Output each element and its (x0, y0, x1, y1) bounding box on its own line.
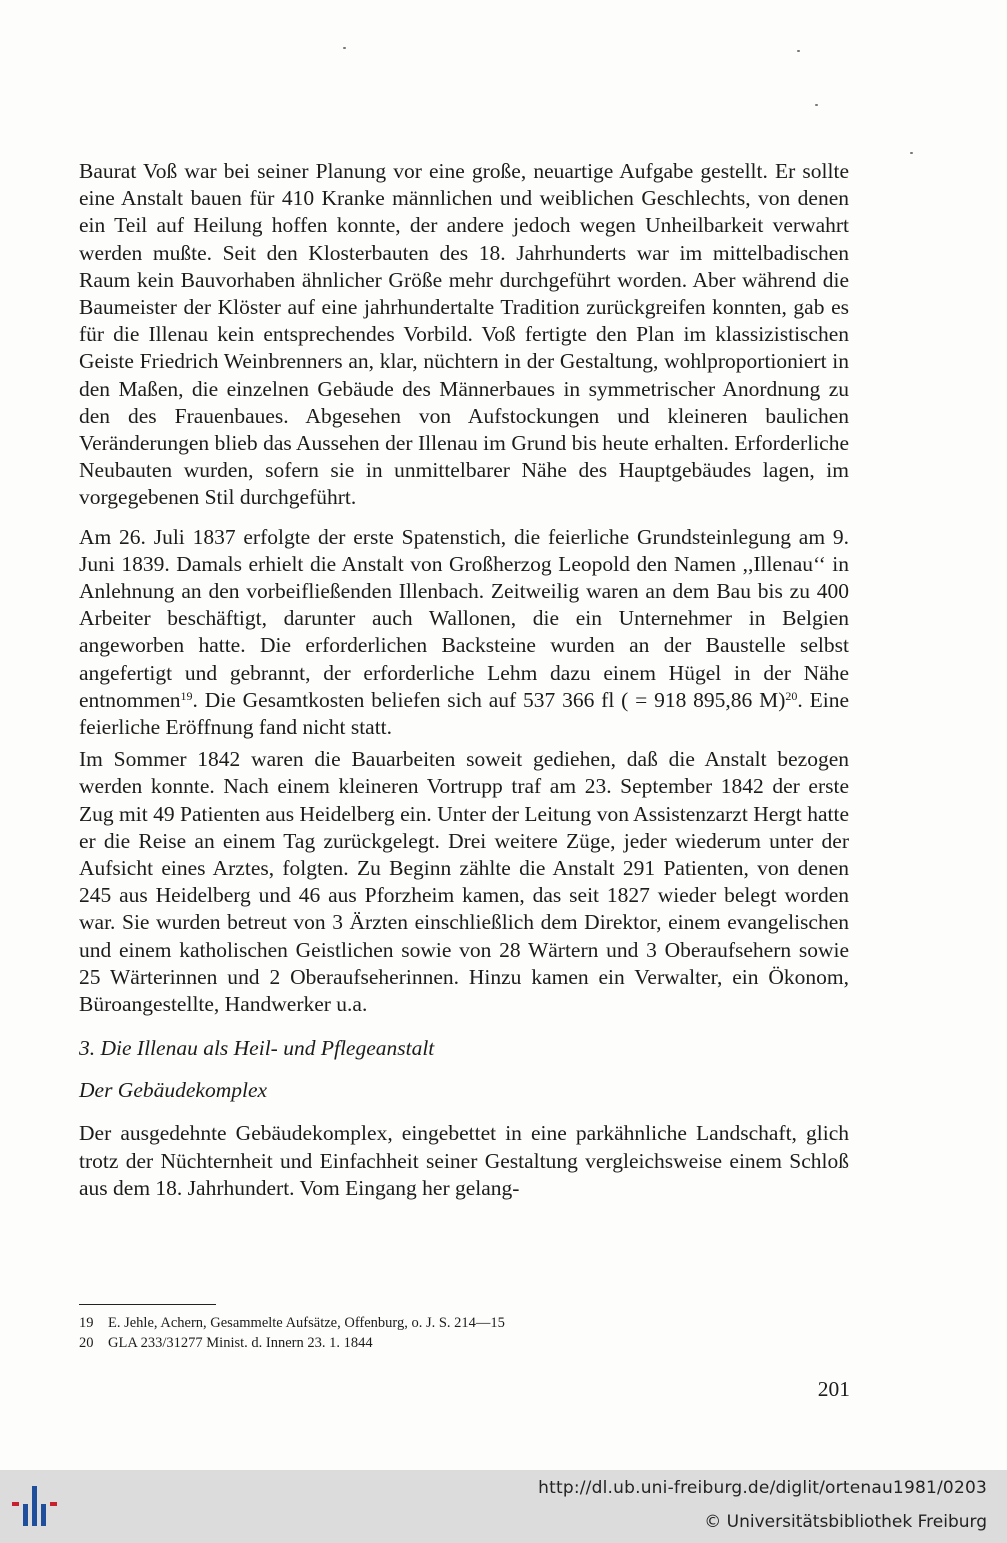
scan-speck (815, 104, 818, 106)
footnote-ref-19: 19 (180, 688, 193, 703)
footnote-item (79, 1313, 779, 1333)
copyright-notice: © Universitätsbibliothek Freiburg (704, 1512, 987, 1532)
body-text (79, 158, 849, 1202)
footnote-text: GLA 233/31277 Minist. d. Innern 23. 1. 1844 (108, 1335, 373, 1351)
paragraph-2-text-b: . Die Gesamtkosten beliefen sich auf 537 366 fl ( = 918 895,86 M) (192, 687, 786, 712)
footnote-divider (79, 1304, 216, 1305)
footer-bar (0, 1470, 1007, 1543)
footnote-ref-20: 20 (785, 688, 798, 703)
scan-speck (910, 152, 913, 154)
paragraph-2-text-a: Am 26. Juli 1837 erfolgte der erste Spatenstich, die feierliche Grundsteinlegung am 9. Juni 1839. Damals erhielt die Anstalt von Großherzog Leopold den Namen ,,Illenau‘‘ in Anlehnung an den vorbeifließenden Illenbach. Zeitweilig waren an dem Bau bis zu 400 Arbeiter beschäftigt, darunter auch Wallonen, die ein Unternehmer in Belgien angeworben hatte. Die erforderlichen Backsteine wurden an der Baustelle selbst angefertigt und gebrannt, der erforderliche Lehm dazu einem Hügel in der Nähe entnommen (79, 524, 849, 712)
ub-freiburg-logo-icon[interactable] (12, 1484, 62, 1530)
section-heading: 3. Die Illenau als Heil- und Pflegeanstalt (79, 1036, 435, 1061)
paragraph-3: Im Sommer 1842 waren die Bauarbeiten soweit gediehen, daß die Anstalt bezogen werden konnte. Nach einem kleineren Vortrupp traf am 23. September 1842 der erste Zug mit 49 Patienten aus Heidelberg ein. Unter der Leitung von Assistenzarzt Hergt hatte er die Reise an einem Tag zurückgelegt. Drei weitere Züge, jeder wiederum unter der Aufsicht eines Arztes, folgten. Zu Beginn zählte die Anstalt 291 Patienten, von denen 245 aus Heidelberg und 46 aus Pforzheim kamen, das seit 1827 wieder belegt worden war. Sie wurden betreut von 3 Ärzten einschließlich dem Direktor, einem evangelischen und einem katholischen Geistlichen sowie von 28 Wärtern und 3 Oberaufsehern sowie 25 Wärterinnen und 2 Oberaufseherinnen. Hinzu kamen ein Verwalter, ein Ökonom, Büroangestellte, Handwerker u.a. (79, 747, 849, 1017)
scan-speck (797, 50, 800, 52)
scan-speck (343, 47, 346, 49)
footnote-number: 20 (79, 1335, 94, 1351)
paragraph-1: Baurat Voß war bei seiner Planung vor eine große, neuartige Aufgabe gestellt. Er sollte eine Anstalt bauen für 410 Kranke männlichen und weiblichen Geschlechts, von denen ein Teil auf Heilung hoffen konnte, der andere jedoch wegen Unheilbarkeit verwahrt werden mußte. Seit den Klosterbauten des 18. Jahrhunderts war im mittelbadischen Raum kein Bauvorhaben ähnlicher Größe mehr durchgeführt worden. Aber während die Baumeister der Klöster auf eine jahrhundertalte Tradition zurückgreifen konnten, gab es für die Illenau kein entsprechendes Vorbild. Voß fertigte den Plan im klassizistischen Geiste Friedrich Weinbrenners an, klar, nüchtern in der Gestaltung, wohlproportioniert in den Maßen, die einzelnen Gebäude des Männerbaues in symmetrischer Anordnung zu den des Frauenbaues. Abgesehen von Aufstockungen und kleineren baulichen Veränderungen blieb das Aussehen der Illenau im Grund bis heute erhalten. Erforderliche Neubauten wurden, sofern sie in unmittelbarer Nähe des Hauptgebäudes lagen, im vorgegebenen Stil durchgeführt. (79, 159, 849, 510)
footnote-text: E. Jehle, Achern, Gesammelte Aufsätze, Offenburg, o. J. S. 214—15 (108, 1315, 505, 1331)
permalink-url[interactable]: http://dl.ub.uni-freiburg.de/diglit/ortenau1981/0203 (538, 1478, 987, 1498)
paragraph-2 (79, 524, 849, 742)
footnote-item (79, 1333, 779, 1353)
subsection-heading: Der Gebäudekomplex (79, 1078, 268, 1103)
footnote-number: 19 (79, 1315, 94, 1331)
page-number: 201 (817, 1377, 850, 1401)
paragraph-2-text-c: . Eine feierliche Eröffnung fand nicht statt. (79, 687, 849, 740)
paragraph-4: Der ausgedehnte Gebäudekomplex, eingebettet in eine parkähnliche Landschaft, glich trotz der Nüchternheit und Einfachheit seiner Gestaltung vergleichsweise einem Schloß aus dem 18. Jahrhundert. Vom Eingang her gelang- (79, 1121, 849, 1200)
footnotes (79, 1313, 779, 1353)
